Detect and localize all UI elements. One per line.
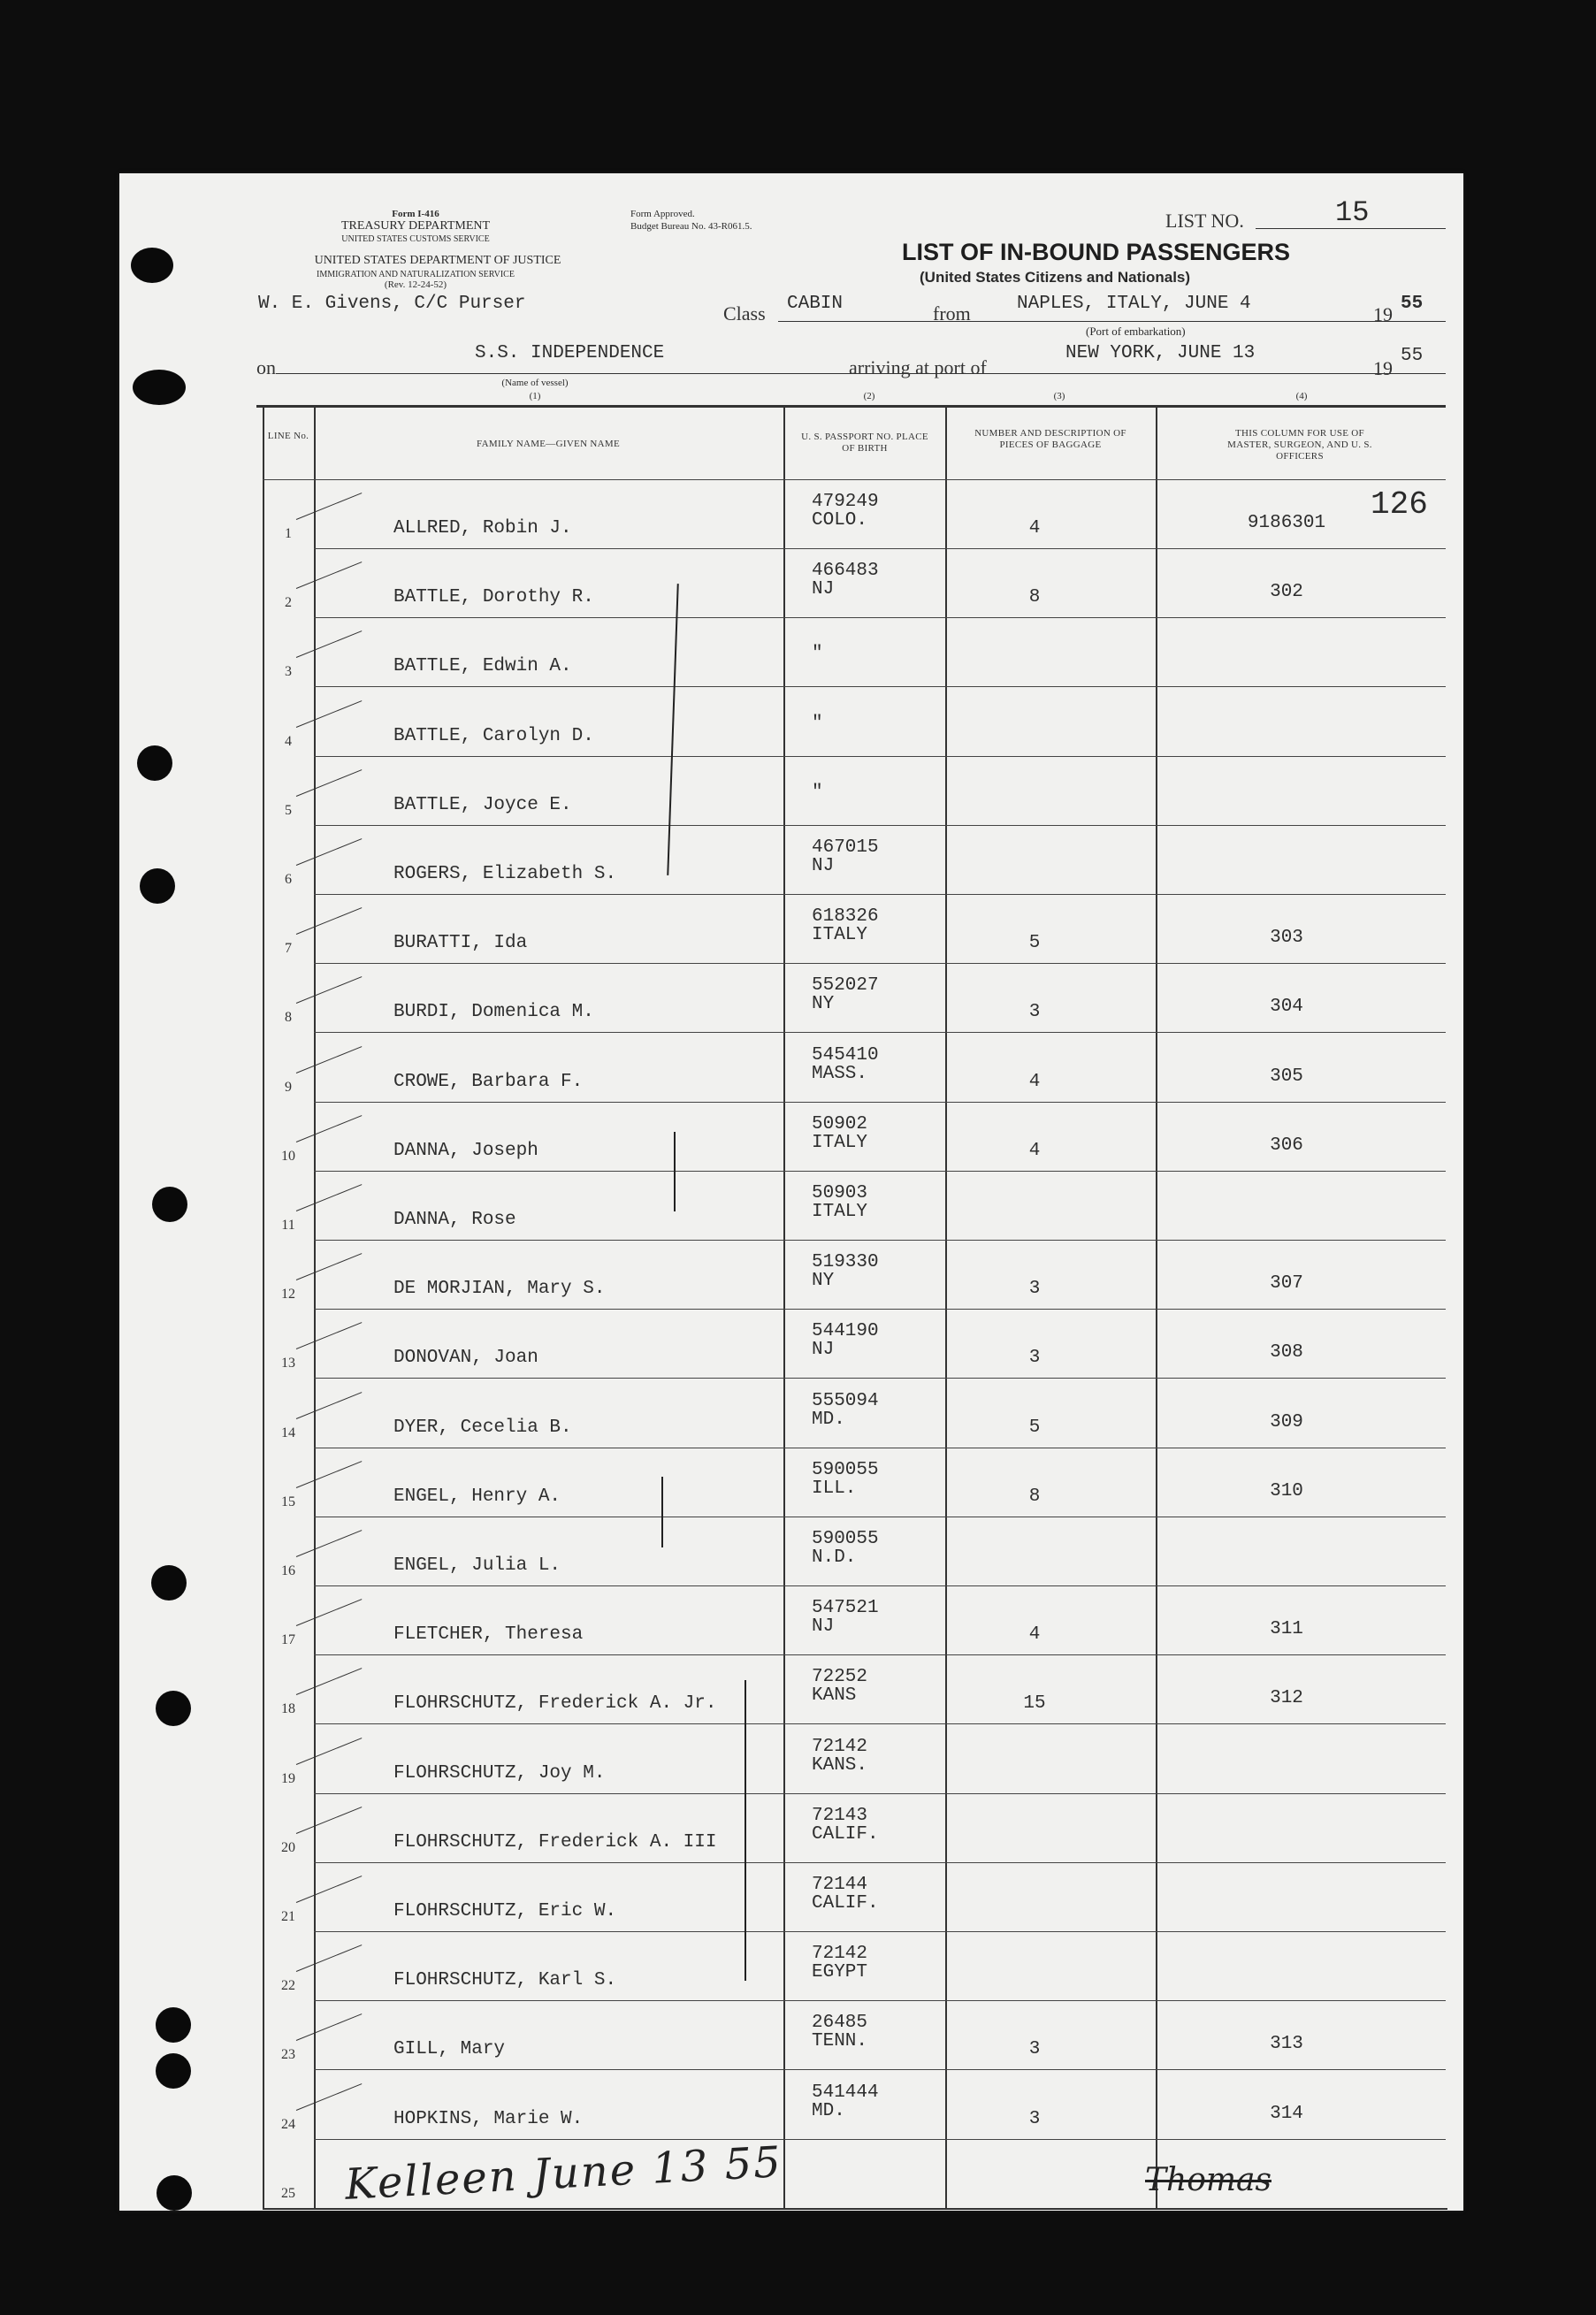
from-port: NAPLES, ITALY, JUNE 4 bbox=[1017, 294, 1251, 314]
officer-number: 304 bbox=[1270, 997, 1303, 1017]
class-value: CABIN bbox=[787, 294, 844, 314]
line-number: 24 bbox=[281, 2117, 295, 2132]
place-of-birth: CALIF. bbox=[812, 1824, 879, 1845]
officer-number: 312 bbox=[1270, 1688, 1303, 1708]
punch-hole bbox=[157, 2175, 192, 2211]
purser-name: W. E. Givens, C/C Purser bbox=[258, 294, 526, 314]
passport-number: 590055 bbox=[812, 1460, 879, 1480]
passenger-name: BATTLE, Dorothy R. bbox=[393, 587, 594, 607]
passport-number: " bbox=[812, 714, 823, 734]
from-rule bbox=[778, 321, 1446, 322]
passenger-name: FLOHRSCHUTZ, Eric W. bbox=[393, 1901, 617, 1922]
place-of-birth: MD. bbox=[812, 1410, 845, 1430]
ins-service: IMMIGRATION AND NATURALIZATION SERVICE bbox=[317, 270, 515, 279]
header-officers: THIS COLUMN FOR USE OF MASTER, SURGEON, AND U. S. OFFICERS bbox=[1227, 428, 1372, 462]
col-num-4: (4) bbox=[1295, 391, 1308, 401]
passenger-name: DYER, Cecelia B. bbox=[393, 1417, 572, 1438]
document-subtitle: (United States Citizens and Nationals) bbox=[920, 269, 1191, 286]
place-of-birth: NJ bbox=[812, 856, 835, 876]
row-rule bbox=[314, 1723, 1446, 1724]
passenger-name: CROWE, Barbara F. bbox=[393, 1072, 584, 1092]
place-of-birth: MASS. bbox=[812, 1064, 868, 1084]
line-number: 5 bbox=[285, 803, 292, 818]
officer-number: 309 bbox=[1270, 1412, 1303, 1433]
line-number: 6 bbox=[285, 872, 292, 887]
row-rule bbox=[314, 1032, 1446, 1033]
row-rule bbox=[314, 1102, 1446, 1103]
baggage-count: 3 bbox=[1028, 2039, 1041, 2059]
officer-number: 305 bbox=[1270, 1066, 1303, 1087]
vessel-caption: (Name of vessel) bbox=[501, 378, 569, 388]
row-rule bbox=[314, 2000, 1446, 2001]
officer-number: 311 bbox=[1270, 1619, 1303, 1639]
row-rule bbox=[314, 1654, 1446, 1655]
row-rule bbox=[314, 1931, 1446, 1932]
place-of-birth: NJ bbox=[812, 1616, 835, 1637]
row-rule bbox=[314, 2139, 1446, 2140]
line-number: 20 bbox=[281, 1840, 295, 1855]
place-of-birth: EGYPT bbox=[812, 1962, 868, 1983]
header-passport: U. S. PASSPORT NO. PLACE OF BIRTH bbox=[801, 432, 928, 454]
officer-number: 313 bbox=[1270, 2034, 1303, 2054]
customs-service: UNITED STATES CUSTOMS SERVICE bbox=[341, 234, 490, 244]
baggage-count: 4 bbox=[1028, 1072, 1041, 1092]
passenger-name: BURATTI, Ida bbox=[393, 933, 528, 953]
row-rule bbox=[314, 2069, 1446, 2070]
passport-number: 72142 bbox=[812, 1737, 868, 1757]
punch-hole bbox=[156, 2007, 191, 2043]
line-number: 3 bbox=[285, 664, 292, 679]
baggage-count: 3 bbox=[1028, 1348, 1041, 1368]
passport-number: 50903 bbox=[812, 1183, 868, 1203]
list-no-value: 15 bbox=[1335, 196, 1370, 229]
vessel-name: S.S. INDEPENDENCE bbox=[475, 343, 665, 363]
line-number: 13 bbox=[281, 1356, 295, 1371]
line-number: 22 bbox=[281, 1978, 295, 1993]
baggage-count: 4 bbox=[1028, 1141, 1041, 1161]
passport-number: 50902 bbox=[812, 1114, 868, 1135]
baggage-count: 3 bbox=[1028, 2109, 1041, 2129]
line-number: 9 bbox=[285, 1080, 292, 1095]
line-number: 10 bbox=[281, 1149, 295, 1164]
line-number: 2 bbox=[285, 595, 292, 610]
form-approved: Form Approved. bbox=[630, 209, 695, 219]
bracket-mark bbox=[661, 1477, 663, 1547]
place-of-birth: ITALY bbox=[812, 925, 868, 945]
row-rule bbox=[314, 548, 1446, 549]
passenger-name: HOPKINS, Marie W. bbox=[393, 2109, 584, 2129]
officer-number: 308 bbox=[1270, 1342, 1303, 1363]
punch-hole bbox=[140, 868, 175, 904]
passenger-name: BURDI, Domenica M. bbox=[393, 1002, 594, 1022]
col-divider-passport bbox=[783, 405, 785, 2209]
punch-hole bbox=[131, 248, 173, 283]
budget-bureau: Budget Bureau No. 43-R061.5. bbox=[630, 221, 752, 232]
col-num-2: (2) bbox=[863, 391, 875, 401]
table-bottom-rule bbox=[263, 2208, 1447, 2210]
officer-number: 307 bbox=[1270, 1273, 1303, 1294]
line-number: 7 bbox=[285, 941, 292, 956]
passenger-name: GILL, Mary bbox=[393, 2039, 506, 2059]
passenger-name: ENGEL, Henry A. bbox=[393, 1486, 561, 1507]
place-of-birth: NJ bbox=[812, 579, 835, 600]
place-of-birth: KANS. bbox=[812, 1755, 868, 1776]
passport-number: 544190 bbox=[812, 1321, 879, 1341]
passenger-name: FLOHRSCHUTZ, Frederick A. III bbox=[393, 1832, 717, 1853]
place-of-birth: ITALY bbox=[812, 1202, 868, 1222]
header-name: FAMILY NAME—GIVEN NAME bbox=[477, 439, 620, 449]
form-number: Form I-416 bbox=[392, 209, 439, 219]
passport-number: 72143 bbox=[812, 1806, 868, 1826]
row-rule bbox=[314, 756, 1446, 757]
revision-date: (Rev. 12-24-52) bbox=[384, 279, 447, 290]
passenger-name: BATTLE, Edwin A. bbox=[393, 656, 572, 676]
document-title: LIST OF IN-BOUND PASSENGERS bbox=[902, 239, 1291, 265]
class-label: Class bbox=[723, 302, 766, 325]
punch-hole bbox=[156, 2053, 191, 2089]
place-of-birth: ILL. bbox=[812, 1478, 857, 1499]
header-bottom-rule bbox=[263, 479, 1446, 480]
row-rule bbox=[314, 1240, 1446, 1241]
baggage-count: 8 bbox=[1028, 1486, 1041, 1507]
row-rule bbox=[314, 1309, 1446, 1310]
passenger-name: BATTLE, Carolyn D. bbox=[393, 726, 594, 746]
table-top-rule bbox=[256, 405, 1446, 408]
col-divider-name bbox=[314, 405, 316, 2209]
baggage-count: 15 bbox=[1023, 1693, 1046, 1714]
line-number: 25 bbox=[281, 2186, 295, 2201]
passenger-name: ALLRED, Robin J. bbox=[393, 518, 572, 539]
bracket-mark bbox=[745, 1680, 746, 1981]
place-of-birth: NY bbox=[812, 994, 835, 1014]
baggage-count: 8 bbox=[1028, 587, 1041, 607]
vessel-rule bbox=[276, 373, 1446, 374]
passenger-name: DANNA, Joseph bbox=[393, 1141, 538, 1161]
punch-hole bbox=[137, 745, 172, 781]
place-of-birth: COLO. bbox=[812, 510, 868, 531]
passenger-name: FLETCHER, Theresa bbox=[393, 1624, 584, 1645]
passenger-name: FLOHRSCHUTZ, Joy M. bbox=[393, 1763, 606, 1784]
signature-right: Thomas bbox=[1145, 2162, 1271, 2198]
row-rule bbox=[314, 963, 1446, 964]
year-1: 55 bbox=[1401, 294, 1424, 314]
corner-note: 126 bbox=[1371, 486, 1428, 523]
passport-number: 618326 bbox=[812, 906, 879, 927]
place-of-birth: ITALY bbox=[812, 1133, 868, 1153]
passport-number: 547521 bbox=[812, 1598, 879, 1618]
passenger-name: FLOHRSCHUTZ, Karl S. bbox=[393, 1970, 617, 1990]
line-number: 8 bbox=[285, 1010, 292, 1025]
line-number: 21 bbox=[281, 1909, 295, 1924]
place-of-birth: TENN. bbox=[812, 2031, 868, 2051]
officer-number: 302 bbox=[1270, 582, 1303, 602]
port-embarkation-caption: (Port of embarkation) bbox=[1086, 325, 1186, 338]
on-label: on bbox=[256, 356, 276, 378]
header-line-no: LINE No. bbox=[267, 431, 309, 441]
place-of-birth: MD. bbox=[812, 2101, 845, 2121]
treasury-dept: TREASURY DEPARTMENT bbox=[340, 219, 491, 233]
line-number: 16 bbox=[281, 1563, 295, 1578]
passenger-name: BATTLE, Joyce E. bbox=[393, 795, 572, 815]
line-number: 15 bbox=[281, 1494, 295, 1509]
officer-number: 9186301 bbox=[1247, 513, 1326, 533]
row-rule bbox=[314, 686, 1446, 687]
row-rule bbox=[314, 1171, 1446, 1172]
passport-number: 545410 bbox=[812, 1045, 879, 1066]
baggage-count: 3 bbox=[1028, 1002, 1041, 1022]
year-2: 55 bbox=[1401, 346, 1424, 366]
row-rule bbox=[314, 1793, 1446, 1794]
passport-number: 72144 bbox=[812, 1875, 868, 1895]
baggage-count: 5 bbox=[1028, 1417, 1041, 1438]
list-no-rule bbox=[1256, 228, 1446, 229]
baggage-count: 4 bbox=[1028, 1624, 1041, 1645]
line-number: 12 bbox=[281, 1287, 295, 1302]
passport-number: 541444 bbox=[812, 2082, 879, 2103]
passport-number: " bbox=[812, 644, 823, 664]
punch-hole bbox=[156, 1691, 191, 1726]
table-left-border bbox=[263, 405, 264, 2209]
year-prefix-1: 19 bbox=[1373, 303, 1393, 325]
line-number: 14 bbox=[281, 1425, 295, 1440]
row-rule bbox=[314, 1585, 1446, 1586]
passport-number: 555094 bbox=[812, 1391, 879, 1411]
arriving-label: arriving at port of bbox=[849, 356, 987, 378]
baggage-count: 5 bbox=[1028, 933, 1041, 953]
place-of-birth: N.D. bbox=[812, 1547, 857, 1568]
passenger-name: DE MORJIAN, Mary S. bbox=[393, 1279, 606, 1299]
passenger-name: ENGEL, Julia L. bbox=[393, 1555, 561, 1576]
passport-number: 26485 bbox=[812, 2013, 868, 2033]
place-of-birth: KANS bbox=[812, 1685, 857, 1706]
line-number: 17 bbox=[281, 1632, 295, 1647]
line-number: 23 bbox=[281, 2047, 295, 2062]
passport-number: 467015 bbox=[812, 837, 879, 858]
baggage-count: 3 bbox=[1028, 1279, 1041, 1299]
row-rule bbox=[314, 1862, 1446, 1863]
signature-left: Kelleen June 13 55 bbox=[343, 2137, 783, 2210]
officer-number: 306 bbox=[1270, 1135, 1303, 1156]
list-no-label: LIST NO. bbox=[1165, 210, 1244, 232]
officer-number: 310 bbox=[1270, 1481, 1303, 1501]
passenger-name: FLOHRSCHUTZ, Frederick A. Jr. bbox=[393, 1693, 717, 1714]
col-num-1: (1) bbox=[529, 391, 541, 401]
header-baggage: NUMBER AND DESCRIPTION OF PIECES OF BAGGAGE bbox=[974, 428, 1126, 450]
officer-number: 303 bbox=[1270, 928, 1303, 948]
row-rule bbox=[314, 617, 1446, 618]
punch-hole bbox=[151, 1565, 187, 1601]
year-prefix-2: 19 bbox=[1373, 357, 1393, 379]
from-label: from bbox=[933, 302, 971, 325]
passport-number: 72252 bbox=[812, 1667, 868, 1687]
line-number: 4 bbox=[285, 734, 292, 749]
line-number: 19 bbox=[281, 1771, 295, 1786]
line-number: 11 bbox=[281, 1218, 295, 1233]
passport-number: 519330 bbox=[812, 1252, 879, 1272]
punch-hole bbox=[152, 1187, 187, 1222]
row-rule bbox=[314, 1378, 1446, 1379]
place-of-birth: CALIF. bbox=[812, 1893, 879, 1914]
row-rule bbox=[314, 894, 1446, 895]
punch-hole bbox=[133, 370, 186, 405]
place-of-birth: NY bbox=[812, 1271, 835, 1291]
arrival-port: NEW YORK, JUNE 13 bbox=[1065, 343, 1256, 363]
line-number: 18 bbox=[281, 1701, 295, 1716]
passenger-name: ROGERS, Elizabeth S. bbox=[393, 864, 617, 884]
col-divider-officers bbox=[1156, 405, 1157, 2209]
passenger-name: DANNA, Rose bbox=[393, 1210, 516, 1230]
passport-number: 479249 bbox=[812, 492, 879, 512]
col-divider-baggage bbox=[945, 405, 947, 2209]
passport-number: 466483 bbox=[812, 561, 879, 581]
row-rule bbox=[314, 825, 1446, 826]
justice-dept: UNITED STATES DEPARTMENT OF JUSTICE bbox=[314, 254, 561, 267]
passport-number: " bbox=[812, 783, 823, 803]
baggage-count: 4 bbox=[1028, 518, 1041, 539]
passport-number: 552027 bbox=[812, 975, 879, 996]
bracket-mark bbox=[674, 1132, 676, 1211]
passenger-name: DONOVAN, Joan bbox=[393, 1348, 538, 1368]
place-of-birth: NJ bbox=[812, 1340, 835, 1360]
passport-number: 590055 bbox=[812, 1529, 879, 1549]
col-num-3: (3) bbox=[1053, 391, 1065, 401]
officer-number: 314 bbox=[1270, 2104, 1303, 2124]
passport-number: 72142 bbox=[812, 1944, 868, 1964]
line-number: 1 bbox=[285, 526, 292, 541]
